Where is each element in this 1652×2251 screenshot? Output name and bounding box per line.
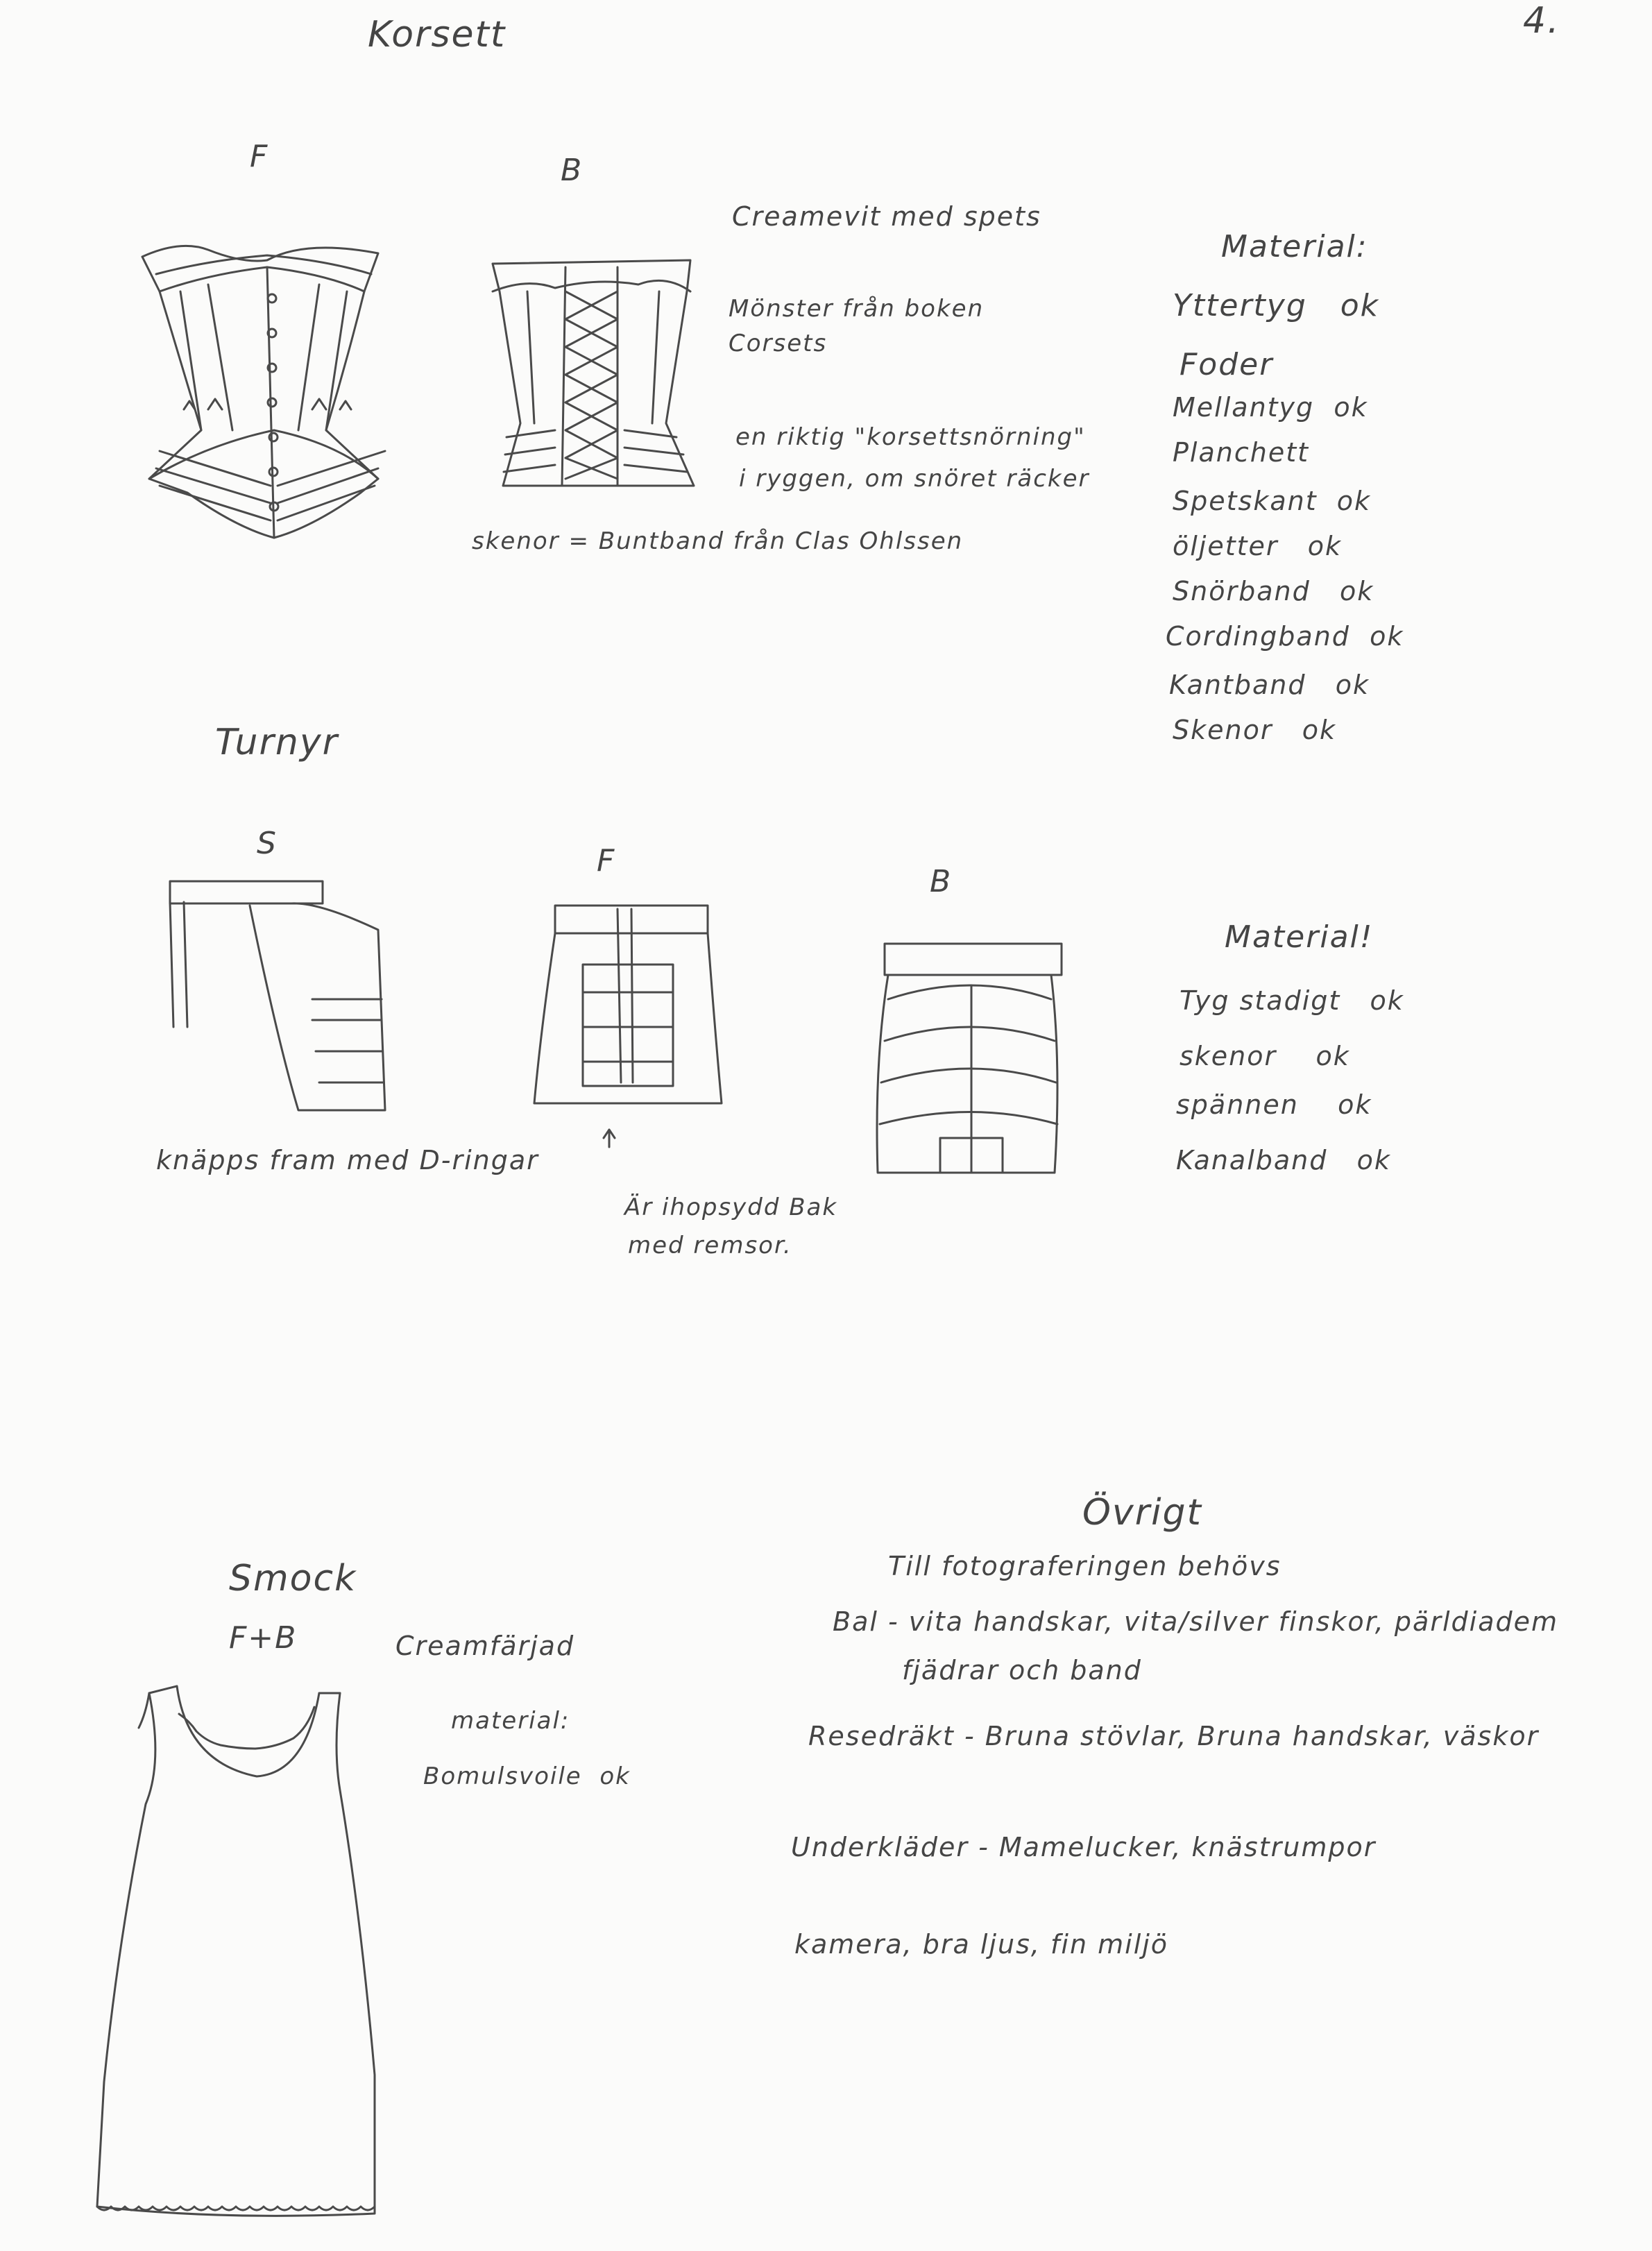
material-row [1173, 486, 1371, 516]
corset-front-label: F [250, 139, 269, 174]
material-name: Cordingband [1166, 621, 1350, 652]
material-row [1176, 1145, 1391, 1175]
bustle-closure-note: knäpps fram med D-ringar [156, 1145, 539, 1175]
material-status: ok [1356, 1145, 1391, 1175]
ovrigt-intro: Till fotograferingen behövs [888, 1551, 1281, 1581]
material-name: Spetskant [1173, 486, 1318, 516]
material-row [1173, 531, 1342, 561]
smock-title: Smock [229, 1558, 357, 1599]
bustle-side-label: S [257, 826, 278, 861]
material-name: Mellantyg [1173, 392, 1315, 423]
smock-color-note: Creamfärjad [395, 1631, 575, 1661]
corset-skenor-note: skenor = Buntband från Clas Ohlssen [472, 527, 964, 555]
corset-pattern-note-1: Mönster från boken [729, 295, 985, 323]
material-row [1176, 1089, 1372, 1120]
material-row [1169, 670, 1370, 700]
material-row [1180, 347, 1284, 382]
bustle-back-note-1: Är ihopsydd Bak [624, 1194, 838, 1221]
corset-back-sketch [493, 260, 694, 486]
material-name: Skenor [1173, 715, 1273, 745]
bustle-front-sketch [534, 906, 722, 1147]
material-name: Kanalband [1176, 1145, 1328, 1175]
corset-material-title: Material: [1221, 229, 1368, 264]
material-row [1173, 288, 1379, 323]
corset-front-sketch [142, 246, 385, 538]
material-status: ok [1338, 1089, 1372, 1120]
material-status: ok [1370, 621, 1404, 652]
page-number: 4. [1523, 0, 1560, 42]
material-name: Kantband [1169, 670, 1306, 700]
bustle-front-label: F [597, 843, 616, 878]
material-status: ok [1370, 985, 1404, 1016]
material-name: Foder [1180, 347, 1274, 382]
bustle-side-sketch [170, 881, 385, 1110]
smock-material-line [423, 1762, 631, 1790]
ovrigt-bal-1: Bal - vita handskar, vita/silver finskor, pärldiadem [833, 1606, 1559, 1637]
material-row [1173, 576, 1374, 606]
material-status: ok [1307, 531, 1343, 561]
ovrigt-bal-2: fjädrar och band [902, 1655, 1142, 1685]
material-name: Planchett [1173, 437, 1309, 468]
material-row [1166, 621, 1404, 652]
corset-lacing-note-1: en riktig "korsettsnörning" [735, 423, 1086, 451]
bustle-back-label: B [930, 864, 953, 899]
smock-material-title: material: [451, 1707, 570, 1735]
material-name: Tyg stadigt [1180, 985, 1341, 1016]
smock-sketch [97, 1686, 375, 2216]
korsett-title: Korsett [368, 14, 506, 56]
bustle-back-note-2: med remsor. [628, 1232, 792, 1259]
material-row [1173, 437, 1319, 468]
material-status: ok [1315, 1041, 1350, 1071]
ovrigt-kamera: kamera, bra ljus, fin miljö [794, 1929, 1169, 1960]
material-name: Yttertyg [1173, 288, 1307, 323]
material-name: skenor [1180, 1041, 1277, 1071]
material-status: ok [1340, 288, 1380, 323]
corset-back-label: B [561, 153, 584, 188]
material-row [1180, 1041, 1350, 1071]
material-row [1173, 392, 1368, 423]
material-row [1180, 985, 1404, 1016]
corset-color-note: Creamevit med spets [732, 201, 1041, 232]
ovrigt-underklader: Underkläder - Mamelucker, knästrumpor [791, 1832, 1377, 1862]
ovrigt-resedrakt: Resedräkt - Bruna stövlar, Bruna handskar, väskor [808, 1721, 1540, 1751]
material-name: Snörband [1173, 576, 1311, 606]
smock-material-status: ok [599, 1762, 631, 1790]
material-status: ok [1334, 392, 1368, 423]
smock-view-label: F+B [229, 1620, 298, 1656]
ovrigt-title: Övrigt [1082, 1492, 1202, 1534]
material-name: öljetter [1173, 531, 1279, 561]
smock-material-name: Bomulsvoile [423, 1762, 582, 1790]
corset-lacing-note-2: i ryggen, om snöret räcker [739, 465, 1090, 493]
material-status: ok [1339, 576, 1374, 606]
corset-pattern-note-2: Corsets [729, 330, 828, 357]
material-name: spännen [1176, 1089, 1299, 1120]
turnyr-title: Turnyr [215, 722, 339, 763]
material-status: ok [1336, 486, 1372, 516]
bustle-material-title: Material! [1225, 919, 1374, 955]
material-status: ok [1302, 715, 1336, 745]
bustle-back-sketch [877, 944, 1062, 1173]
material-status: ok [1335, 670, 1370, 700]
material-row [1173, 715, 1336, 745]
